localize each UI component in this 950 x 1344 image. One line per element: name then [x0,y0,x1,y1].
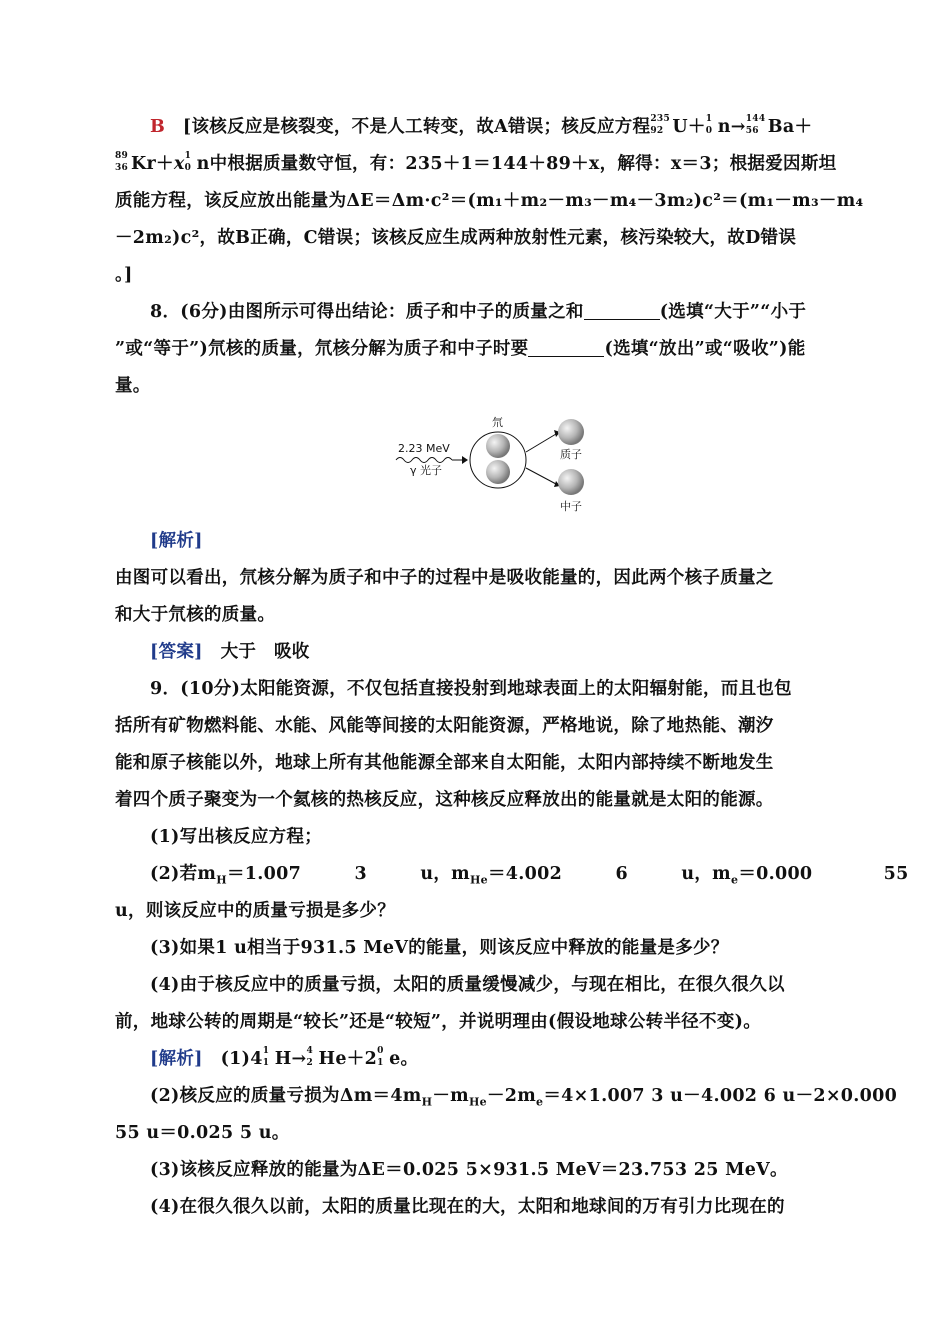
q8-answer-text: 大于 吸收 [220,642,310,662]
q7-answer-line-3: 质能方程，该反应放出能量为ΔE＝Δm·c²＝(m₁＋m₂－m₃－m₄－3m₂)c²＝(m₁－m₃－m₄ [115,191,864,211]
proton-ball [558,419,584,445]
q8-analysis-line-2: 和大于氘核的质量。 [115,605,276,625]
q9-solution-2-line-2: 55 u＝0.025 5 u。 [115,1123,290,1143]
deuteron-splitting-figure [388,412,608,517]
photon-energy-label: 2.23 MeV [398,442,450,455]
q9-part-4-line-1: (4)由于核反应中的质量亏损，太阳的质量缓慢减少，与现在相比，在很久很久以 [150,975,785,995]
deuteron-label: 氘 [492,416,503,429]
photon-arrow-head [462,456,468,464]
q9-analysis-label: [解析] [150,1049,203,1069]
q8-answer-line [150,639,310,665]
q8-blank-1[interactable] [584,301,660,320]
q7-answer-line-1: B [该核反应是核裂变，不是人工转变，故A错误；核反应方程 235 92 U＋ 1 0 n→ 144 56 Ba＋ [150,114,813,137]
neutron-label: 中子 [560,500,582,513]
q9-part-2-line-2: u，则该反应中的质量亏损是多少？ [115,901,396,921]
nuclide-neutron-2: 1 0 [184,151,192,173]
q9-stem-line-2: 括所有矿物燃料能、水能、风能等间接的太阳能资源，严格地说，除了地热能、潮汐 [115,716,774,736]
nuclide-kr89: 89 36 [115,151,129,173]
q7-answer-line-2: 89 36 Kr＋x 1 0 n中根据质量数守恒，有：235＋1＝144＋89＋x，解得：x＝3；根据爱因斯坦 [115,151,837,174]
q9-solution-2-line-1: (2)核反应的质量亏损为$\Delta m=4m_H-m_{He}-2m_e=4\times 1.007$ 3 u－4.002 6 u－2×0.000 [150,1086,898,1109]
q8-stem-line-3: 量。 [115,376,151,396]
q8-stem-line-1: 8．(6分)由图所示可得出结论：质子和中子的质量之和 (选填“大于”“小于 [150,302,807,322]
q9-part-3: (3)如果1 u相当于931.5 MeV的能量，则该反应中释放的能量是多少？ [150,938,729,958]
q9-part-2-line-1: (2)若$m_H=1.007$ 3 u，$m_{He}=4.002$ 6 u，$m_e=0.000$ 55 [150,864,909,887]
q9-stem-line-4: 着四个质子聚变为一个氦核的热核反应，这种核反应释放出的能量就是太阳的能源。 [115,790,774,810]
nuclide-neutron: 1 0 [705,114,713,136]
q9-solution-4: (4)在很久很久以前，太阳的质量比现在的大，太阳和地球间的万有引力比现在的 [150,1197,785,1217]
q9-solution-1: [解析] (1)4 1 1 H→ 4 2 He＋2 0 1 e。 [150,1046,419,1069]
q8-analysis-label: [解析] [150,531,203,551]
q7-answer-line-4: －2m₂)c²，故B正确，C错误；该核反应生成两种放射性元素，核污染较大，故D错误 [115,228,797,248]
q9-stem-line-1: 9．(10分)太阳能资源，不仅包括直接投射到地球表面上的太阳辐射能，而且也包 [150,679,792,699]
q9-part-4-line-2: 前，地球公转的周期是“较长”还是“较短”，并说明理由(假设地球公转半径不变)。 [115,1012,762,1032]
q8-answer-label: [答案] [150,642,203,662]
nuclide-ba144: 144 56 [745,114,766,136]
q8-analysis-line-1: 由图可以看出，氘核分解为质子和中子的过程中是吸收能量的，因此两个核子质量之 [115,568,774,588]
nuclide-u235: 235 92 [650,114,671,136]
q7-answer-label: B [150,117,166,137]
q7-answer-line-5: 。] [115,265,133,285]
deuteron-nucleon-bottom [486,460,510,484]
neutron-ball [558,469,584,495]
nuclide-h1: 1 1 [262,1046,270,1068]
nuclide-he4: 4 2 [306,1046,314,1068]
arrow-to-proton [526,434,556,452]
proton-label: 质子 [560,448,582,461]
q8-blank-2[interactable] [528,338,604,357]
arrow-to-neutron [526,468,556,484]
photon-label: γ 光子 [410,464,443,477]
q9-solution-3: (3)该核反应释放的能量为ΔE＝0.025 5×931.5 MeV＝23.753 25 MeV。 [150,1160,788,1180]
q9-part-1: (1)写出核反应方程； [150,827,323,847]
q9-stem-line-3: 能和原子核能以外，地球上所有其他能源全部来自太阳能，太阳内部持续不断地发生 [115,753,774,773]
q8-stem-line-2: ”或“等于”)氘核的质量，氘核分解为质子和中子时要 (选填“放出”或“吸收”)能 [115,339,806,359]
photon-wave [396,458,452,463]
deuteron-nucleon-top [486,434,510,458]
nuclide-positron: 0 1 [377,1046,384,1068]
